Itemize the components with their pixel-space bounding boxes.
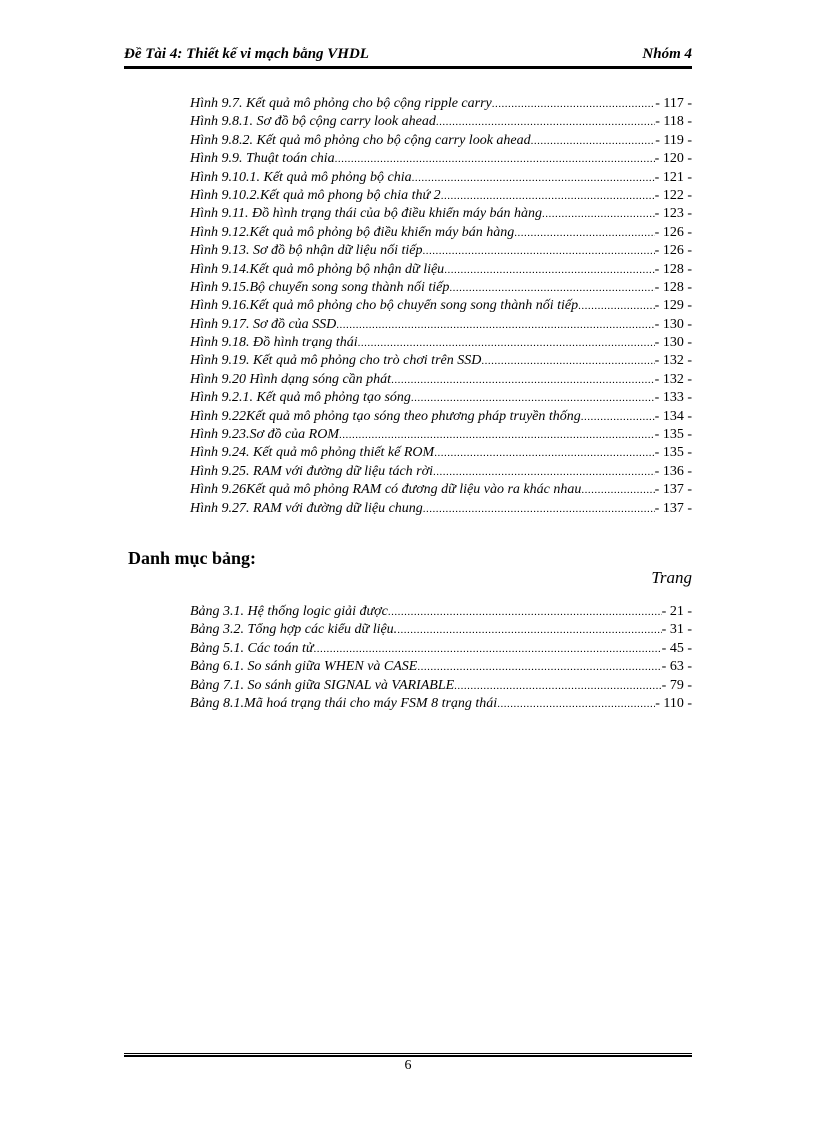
toc-entry-page: - 132 - bbox=[654, 371, 692, 387]
tables-section-title: Danh mục bảng: bbox=[128, 548, 257, 568]
toc-entry-page: - 129 - bbox=[654, 298, 692, 314]
toc-entry-page: - 79 - bbox=[661, 677, 692, 693]
dot-leader bbox=[336, 319, 654, 331]
toc-entry-label: Hình 9.7. Kết quả mô phỏng cho bộ cộng ripple carry bbox=[190, 96, 492, 111]
toc-entry[interactable] bbox=[190, 298, 692, 316]
dot-leader bbox=[314, 643, 662, 655]
toc-entry[interactable] bbox=[190, 170, 692, 188]
toc-entry[interactable] bbox=[190, 151, 692, 169]
toc-entry-page: - 132 - bbox=[654, 353, 692, 369]
toc-entry-label: Hình 9.24. Kết quả mô phỏng thiết kế ROM bbox=[190, 445, 435, 461]
toc-entry[interactable] bbox=[190, 501, 692, 519]
toc-entry-label: Bảng 6.1. So sánh giữa WHEN và CASE bbox=[190, 659, 418, 675]
toc-entry-page: - 63 - bbox=[661, 659, 692, 675]
dot-leader bbox=[449, 282, 654, 294]
dot-leader bbox=[434, 447, 654, 459]
dot-leader bbox=[335, 153, 655, 165]
dot-leader bbox=[397, 624, 661, 636]
toc-entry-page: - 31 - bbox=[661, 622, 692, 638]
toc-entry-page: - 119 - bbox=[655, 132, 692, 148]
toc-entry[interactable] bbox=[190, 464, 692, 482]
toc-entry-label: Hình 9.16.Kết quả mô phỏng cho bộ chuyển song song thành nối tiếp bbox=[190, 298, 579, 314]
toc-entry-label: Bảng 3.1. Hệ thống logic giải được bbox=[190, 604, 388, 619]
toc-entry[interactable] bbox=[190, 409, 692, 427]
dot-leader bbox=[578, 300, 655, 312]
toc-entry-label: Hình 9.9. Thuật toán chia bbox=[190, 151, 335, 167]
toc-entry-label: Hình 9.15.Bộ chuyển song song thành nối tiếp bbox=[190, 279, 450, 295]
toc-entry-page: - 126 - bbox=[654, 224, 692, 240]
dot-leader bbox=[581, 411, 655, 423]
toc-entry-label: Bảng 3.2. Tổng hợp các kiểu dữ liệu. bbox=[190, 622, 398, 638]
toc-entry-page: - 137 - bbox=[654, 482, 692, 498]
dot-leader bbox=[531, 135, 656, 147]
toc-entry[interactable] bbox=[190, 206, 692, 224]
toc-entry[interactable] bbox=[190, 659, 692, 677]
toc-entry[interactable] bbox=[190, 678, 692, 696]
toc-entry[interactable] bbox=[190, 604, 692, 622]
toc-entry-page: - 122 - bbox=[654, 187, 692, 203]
toc-entry[interactable] bbox=[190, 262, 692, 280]
list-of-tables bbox=[190, 604, 692, 714]
dot-leader bbox=[492, 98, 655, 110]
toc-entry-label: Hình 9.8.1. Sơ đồ bộ cộng carry look ahead bbox=[190, 114, 436, 130]
dot-leader bbox=[542, 208, 655, 220]
dot-leader bbox=[388, 606, 662, 618]
toc-entry-page: - 118 - bbox=[655, 114, 692, 130]
toc-entry-label: Hình 9.27. RAM với đường dữ liệu chung bbox=[190, 500, 423, 516]
toc-entry-page: - 123 - bbox=[654, 206, 692, 222]
dot-leader bbox=[454, 680, 662, 692]
dot-leader bbox=[391, 374, 655, 386]
dot-leader bbox=[433, 466, 655, 478]
dot-leader bbox=[358, 337, 655, 349]
toc-entry-label: Hình 9.10.1. Kết quả mô phỏng bộ chia bbox=[190, 169, 412, 185]
dot-leader bbox=[423, 503, 655, 515]
header-rule bbox=[124, 66, 692, 69]
toc-entry-label: Hình 9.10.2.Kết quả mô phong bộ chia thứ 2 bbox=[190, 187, 441, 203]
toc-entry[interactable] bbox=[190, 317, 692, 335]
toc-entry[interactable] bbox=[190, 225, 692, 243]
toc-entry-label: Hình 9.14.Kết quả mô phỏng bộ nhận dữ liệu bbox=[190, 261, 445, 277]
dot-leader bbox=[444, 264, 654, 276]
toc-entry-label: Hình 9.17. Sơ đồ của SSD bbox=[190, 316, 337, 332]
toc-entry-page: - 135 - bbox=[654, 427, 692, 443]
toc-entry-page: - 134 - bbox=[654, 408, 692, 424]
dot-leader bbox=[497, 698, 655, 710]
toc-entry-label: Bảng 7.1. So sánh giữa SIGNAL và VARIABLE bbox=[190, 677, 455, 693]
toc-entry[interactable] bbox=[190, 114, 692, 132]
toc-entry[interactable] bbox=[190, 335, 692, 353]
toc-entry-label: Hình 9.20 Hình dạng sóng cần phát bbox=[190, 371, 392, 387]
toc-entry-label: Hình 9.26Kết quả mô phỏng RAM có đương dữ liệu vào ra khác nhau bbox=[190, 482, 582, 498]
toc-entry-page: - 130 - bbox=[654, 335, 692, 351]
toc-entry[interactable] bbox=[190, 427, 692, 445]
toc-entry-page: - 117 - bbox=[655, 96, 692, 111]
header-title: Đề Tài 4: Thiết kế vi mạch bằng VHDL bbox=[124, 46, 369, 62]
toc-entry-label: Bảng 8.1.Mã hoá trạng thái cho máy FSM 8 trạng thái bbox=[190, 695, 498, 711]
dot-leader bbox=[422, 245, 654, 257]
toc-entry-page: - 135 - bbox=[654, 445, 692, 461]
dot-leader bbox=[412, 172, 655, 184]
toc-entry-label: Hình 9.18. Đồ hình trạng thái bbox=[190, 335, 358, 351]
toc-entry[interactable] bbox=[190, 133, 692, 151]
toc-entry-page: - 21 - bbox=[661, 604, 692, 619]
toc-entry-label: Hình 9.25. RAM với đường dữ liệu tách rời bbox=[190, 463, 433, 479]
toc-entry-page: - 130 - bbox=[654, 316, 692, 332]
toc-entry[interactable] bbox=[190, 390, 692, 408]
running-header bbox=[124, 46, 692, 66]
page-column-label: Trang bbox=[651, 568, 692, 587]
toc-entry-page: - 128 - bbox=[654, 279, 692, 295]
list-of-figures bbox=[190, 96, 692, 519]
toc-entry-page: - 126 - bbox=[654, 243, 692, 259]
page-number: 6 bbox=[404, 1058, 412, 1073]
toc-entry-label: Hình 9.13. Sơ đồ bộ nhận dữ liệu nối tiếp bbox=[190, 243, 423, 259]
toc-entry[interactable] bbox=[190, 96, 692, 114]
toc-entry[interactable] bbox=[190, 482, 692, 500]
toc-entry-label: Bảng 5.1. Các toán tử bbox=[190, 640, 314, 656]
toc-entry-page: - 110 - bbox=[655, 695, 692, 711]
toc-entry[interactable] bbox=[190, 280, 692, 298]
toc-entry-label: Hình 9.11. Đồ hình trạng thái của bộ điều khiển máy bán hàng bbox=[190, 206, 543, 222]
dot-leader bbox=[514, 227, 654, 239]
dot-leader bbox=[581, 484, 654, 496]
toc-entry-label: Hình 9.23.Sơ đồ của ROM bbox=[190, 427, 340, 443]
toc-entry-label: Hình 9.12.Kết quả mô phỏng bộ điều khiển máy bán hàng bbox=[190, 224, 515, 240]
toc-entry-page: - 136 - bbox=[654, 463, 692, 479]
toc-entry[interactable] bbox=[190, 372, 692, 390]
toc-entry-page: - 120 - bbox=[654, 151, 692, 167]
toc-entry[interactable] bbox=[190, 188, 692, 206]
toc-entry-page: - 45 - bbox=[661, 640, 692, 656]
dot-leader bbox=[481, 355, 654, 367]
toc-entry[interactable] bbox=[190, 696, 692, 714]
toc-entry-label: Hình 9.2.1. Kết quả mô phỏng tạo sóng bbox=[190, 390, 411, 406]
toc-entry-page: - 137 - bbox=[654, 500, 692, 516]
toc-entry-label: Hình 9.22Kết quả mô phỏng tạo sóng theo phương pháp truyền thống bbox=[190, 408, 581, 424]
header-group: Nhóm 4 bbox=[642, 46, 692, 62]
dot-leader bbox=[441, 190, 655, 202]
toc-entry-page: - 121 - bbox=[654, 169, 692, 185]
toc-entry[interactable] bbox=[190, 622, 692, 640]
toc-entry[interactable] bbox=[190, 641, 692, 659]
dot-leader bbox=[411, 392, 655, 404]
footer-rule bbox=[124, 1053, 692, 1057]
toc-entry-page: - 128 - bbox=[654, 261, 692, 277]
toc-entry-label: Hình 9.19. Kết quả mô phỏng cho trò chơi trên SSD bbox=[190, 353, 482, 369]
toc-entry[interactable] bbox=[190, 445, 692, 463]
toc-entry-page: - 133 - bbox=[654, 390, 692, 406]
dot-leader bbox=[339, 429, 655, 441]
toc-entry-label: Hình 9.8.2. Kết quả mô phỏng cho bộ cộng carry look ahead bbox=[190, 132, 531, 148]
dot-leader bbox=[436, 116, 655, 128]
toc-entry[interactable] bbox=[190, 353, 692, 371]
dot-leader bbox=[417, 661, 661, 673]
toc-entry[interactable] bbox=[190, 243, 692, 261]
